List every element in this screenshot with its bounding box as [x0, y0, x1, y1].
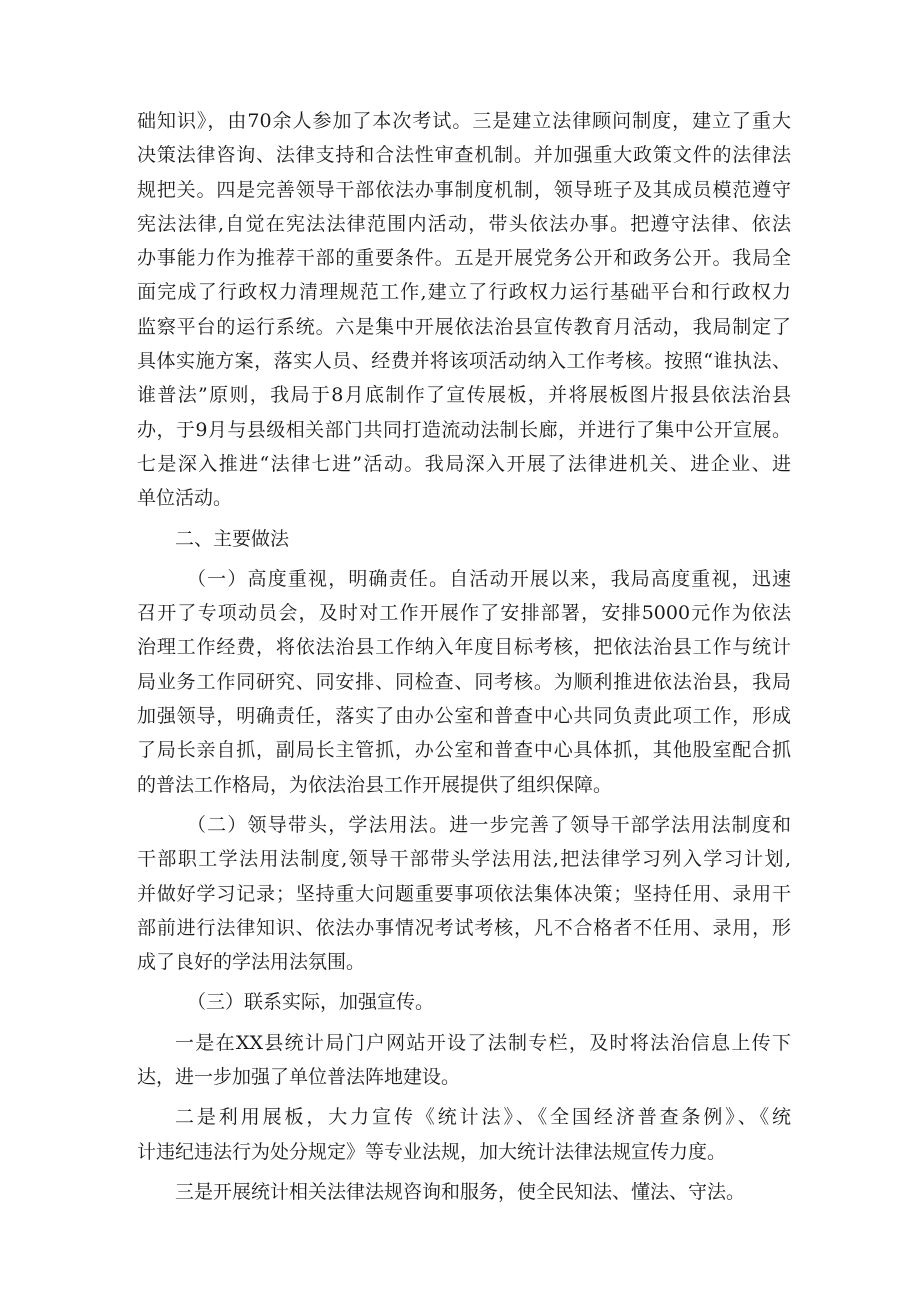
text-line: 单位活动。: [137, 487, 233, 510]
text-line: 并做好学习记录；坚持重大问题重要事项依法集体决策；坚持任用、录用干: [137, 882, 791, 905]
paragraph: [137, 104, 791, 516]
text-line: 谁普法”原则，我局于8月底制作了宣传展板，并将展板图片报县依法治县: [137, 384, 791, 407]
document-body: [137, 104, 791, 1209]
text-line: 面完成了行政权力清理规范工作,建立了行政权力运行基础平台和行政权力: [137, 281, 791, 304]
text-line: 宪法法律,自觉在宪法法律范围内活动，带头依法办事。把遵守法律、依法: [137, 212, 791, 235]
section-heading: [137, 522, 791, 556]
text-line: 决策法律咨询、法律支持和合法性审查机制。并加强重大政策文件的法律法: [137, 144, 791, 167]
text-line: 了局长亲自抓，副局长主管抓，办公室和普查中心具体抓，其他股室配合抓: [137, 739, 791, 762]
text-line: 成了良好的学法用法氛围。: [137, 951, 366, 974]
text-line: 规把关。四是完善领导干部依法办事制度机制，领导班子及其成员模范遵守: [137, 178, 791, 201]
text-line: 办事能力作为推荐干部的重要条件。五是开展党务公开和政务公开。我局全: [137, 247, 791, 270]
text-line: 办，于9月与县级相关部门共同打造流动法制长廊，并进行了集中公开宣展。: [137, 418, 791, 441]
text-line: 一是在XX县统计局门户网站开设了法制专栏，及时将法治信息上传下: [175, 1031, 791, 1054]
paragraph: [137, 808, 791, 979]
text-line: （二）领导带头，学法用法。进一步完善了领导干部学法用法制度和: [187, 813, 791, 836]
paragraph: [137, 1100, 791, 1169]
text-line: 加强领导，明确责任，落实了由办公室和普查中心共同负责此项工作，形成: [137, 705, 791, 728]
text-line: 部前进行法律知识、依法办事情况考试考核，凡不合格者不任用、录用，形: [137, 916, 791, 939]
text-line: 二是利用展板，大力宣传《统计法》、《全国经济普查条例》、《统: [175, 1106, 791, 1129]
paragraph: [137, 1026, 791, 1095]
text-line: 达，进一步加强了单位普法阵地建设。: [137, 1066, 461, 1089]
paragraph: [137, 1175, 791, 1209]
text-line: 局业务工作同研究、同安排、同检查、同考核。为顺利推进依法治县，我局: [137, 670, 791, 693]
text-line: 的普法工作格局，为依法治县工作开展提供了组织保障。: [137, 773, 613, 796]
text-line: 干部职工学法用法制度,领导干部带头学法用法,把法律学习列入学习计划,: [137, 848, 791, 871]
subsection-heading: [137, 985, 791, 1019]
text-line: 础知识》，由70余人参加了本次考试。三是建立法律顾问制度，建立了重大: [137, 110, 791, 132]
paragraph: [137, 562, 791, 802]
text-line: 七是深入推进“法律七进”活动。我局深入开展了法律进机关、进企业、进: [137, 452, 791, 475]
text-line: 治理工作经费，将依法治县工作纳入年度目标考核，把依法治县工作与统计: [137, 636, 791, 659]
text-line: 具体实施方案，落实人员、经费并将该项活动纳入工作考核。按照“谁执法、: [137, 350, 791, 373]
text-line: 计违纪违法行为处分规定》等专业法规，加大统计法律法规宣传力度。: [137, 1140, 727, 1163]
text-line: （一）高度重视，明确责任。自活动开展以来，我局高度重视，迅速: [187, 567, 791, 590]
text-line: 三是开展统计相关法律法规咨询和服务，使全民知法、懂法、守法。: [175, 1180, 746, 1203]
text-line: （三）联系实际，加强宣传。: [187, 991, 435, 1014]
text-line: 召开了专项动员会，及时对工作开展作了安排部署，安排5000元作为依法: [137, 602, 791, 625]
heading-text: 二、主要做法: [175, 527, 290, 550]
text-line: 监察平台的运行系统。六是集中开展依法治县宣传教育月活动，我局制定了: [137, 315, 791, 338]
